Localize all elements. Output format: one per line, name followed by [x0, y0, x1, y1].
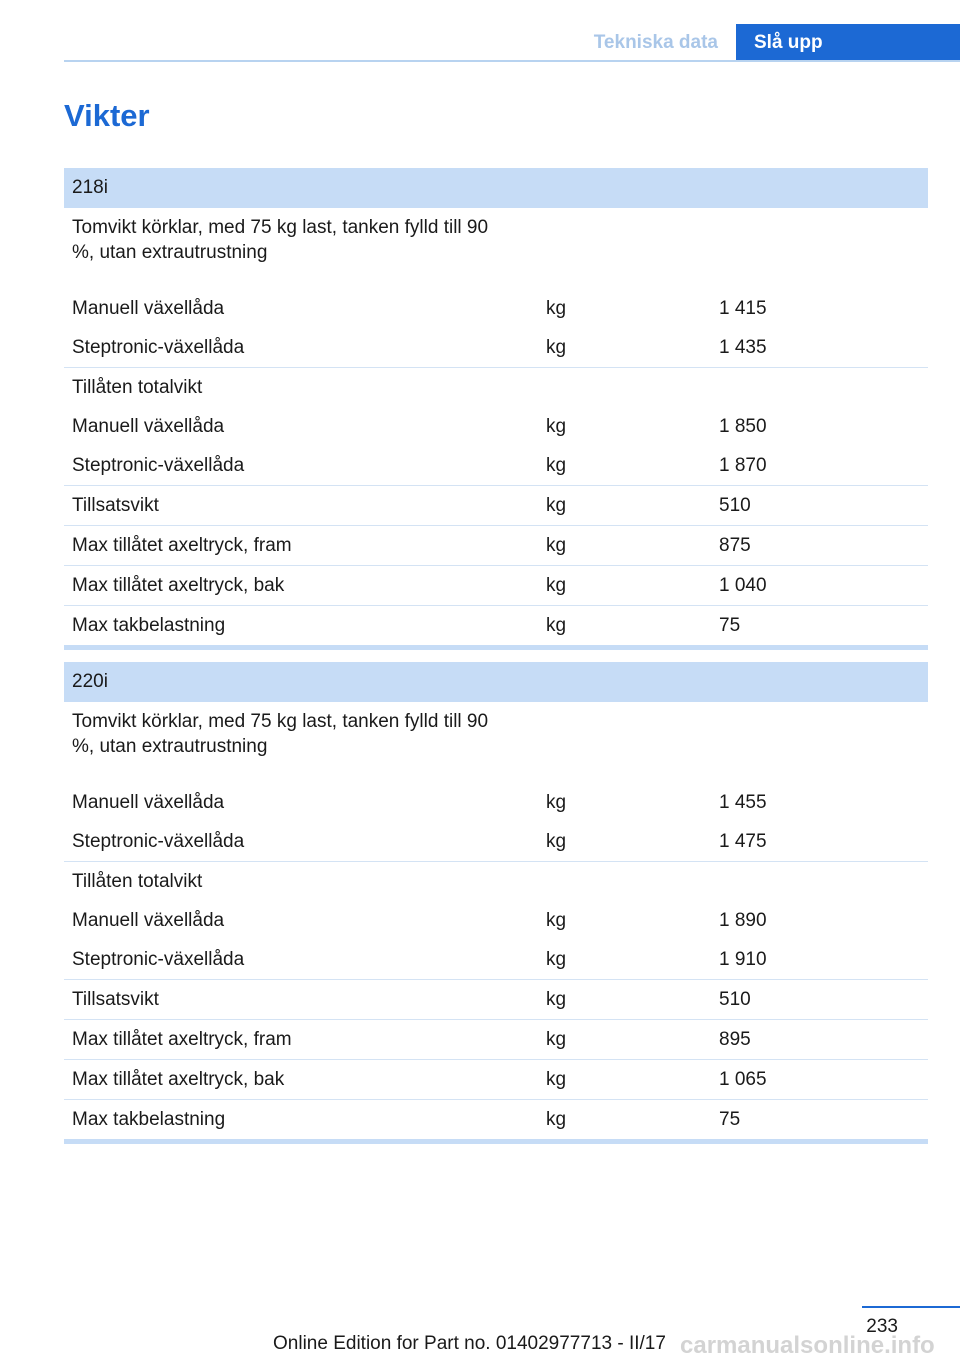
table-row — [64, 605, 928, 645]
row-label: Tillåten totalvikt — [72, 377, 203, 398]
table-row — [64, 901, 928, 940]
row-value: 510 — [719, 495, 751, 516]
row-label: Manuell växellåda — [72, 416, 225, 437]
table-footer-bar — [64, 645, 928, 650]
table-footer-bar — [64, 1139, 928, 1144]
row-label: Tillsatsvikt — [72, 495, 159, 516]
row-value: 1 475 — [719, 831, 767, 852]
breadcrumb-tab[interactable]: Slå upp — [736, 24, 960, 62]
table-row — [64, 208, 928, 289]
row-unit: kg — [546, 535, 567, 556]
row-value: 510 — [719, 989, 751, 1010]
table-row — [64, 446, 928, 485]
table-row — [64, 1019, 928, 1059]
table-row — [64, 1059, 928, 1099]
row-value: 1 455 — [719, 792, 767, 813]
row-label: Steptronic-växellåda — [72, 455, 245, 476]
row-label: Max tillåtet axeltryck, fram — [72, 1029, 292, 1050]
row-unit: kg — [546, 298, 567, 319]
row-value: 895 — [719, 1029, 751, 1050]
row-label: Manuell växellåda — [72, 792, 225, 813]
row-label: Steptronic-växellåda — [72, 831, 245, 852]
row-value: 1 910 — [719, 949, 767, 970]
table-row — [64, 525, 928, 565]
table-header-model: 218i — [64, 168, 928, 208]
table-header-model: 220i — [64, 662, 928, 702]
row-value: 1 870 — [719, 455, 767, 476]
row-value: 875 — [719, 535, 751, 556]
row-unit: kg — [546, 615, 567, 636]
row-label: Tomvikt körklar, med 75 kg last, tanken fylld till 90 %, utan extrautrustning — [72, 217, 489, 263]
row-unit: kg — [546, 949, 567, 970]
page-header — [64, 24, 960, 62]
row-unit: kg — [546, 337, 567, 358]
table-row — [64, 1099, 928, 1139]
table-row — [64, 485, 928, 525]
row-label: Max takbelastning — [72, 615, 226, 636]
row-unit: kg — [546, 416, 567, 437]
row-unit: kg — [546, 575, 567, 596]
page-number: 233 — [866, 1316, 898, 1337]
row-unit: kg — [546, 910, 567, 931]
table-row — [64, 861, 928, 901]
row-unit: kg — [546, 1069, 567, 1090]
table-row — [64, 783, 928, 822]
table-row — [64, 407, 928, 446]
row-label: Steptronic-växellåda — [72, 949, 245, 970]
page-title: Vikter — [64, 98, 150, 133]
row-label: Manuell växellåda — [72, 298, 225, 319]
footer-divider — [862, 1306, 960, 1308]
row-unit: kg — [546, 831, 567, 852]
table-row — [64, 702, 928, 783]
watermark: carmanualsonline.info — [680, 1332, 935, 1359]
row-label: Tillåten totalvikt — [72, 871, 203, 892]
breadcrumb-section[interactable]: Tekniska data — [593, 32, 718, 53]
table-row — [64, 367, 928, 407]
row-value: 1 065 — [719, 1069, 767, 1090]
weights-table-218i — [64, 168, 928, 650]
row-value: 1 415 — [719, 298, 767, 319]
row-label: Manuell växellåda — [72, 910, 225, 931]
edition-note: Online Edition for Part no. 01402977713 - II/17 — [273, 1333, 666, 1354]
row-unit: kg — [546, 989, 567, 1010]
table-row — [64, 289, 928, 328]
row-label: Max tillåtet axeltryck, fram — [72, 535, 292, 556]
row-value: 1 435 — [719, 337, 767, 358]
row-unit: kg — [546, 792, 567, 813]
table-row — [64, 940, 928, 979]
row-label: Max tillåtet axeltryck, bak — [72, 1069, 285, 1090]
row-value: 75 — [719, 615, 741, 636]
row-label: Tomvikt körklar, med 75 kg last, tanken fylld till 90 %, utan extrautrustning — [72, 711, 489, 757]
table-row — [64, 822, 928, 861]
row-unit: kg — [546, 1029, 567, 1050]
table-row — [64, 565, 928, 605]
row-label: Max takbelastning — [72, 1109, 226, 1130]
row-label: Tillsatsvikt — [72, 989, 159, 1010]
row-value: 1 040 — [719, 575, 767, 596]
header-divider — [64, 60, 960, 62]
row-unit: kg — [546, 1109, 567, 1130]
row-value: 1 850 — [719, 416, 767, 437]
row-value: 75 — [719, 1109, 741, 1130]
weights-table-220i — [64, 662, 928, 1144]
row-value: 1 890 — [719, 910, 767, 931]
row-label: Max tillåtet axeltryck, bak — [72, 575, 285, 596]
table-row — [64, 328, 928, 367]
row-unit: kg — [546, 455, 567, 476]
table-row — [64, 979, 928, 1019]
row-label: Steptronic-växellåda — [72, 337, 245, 358]
row-unit: kg — [546, 495, 567, 516]
